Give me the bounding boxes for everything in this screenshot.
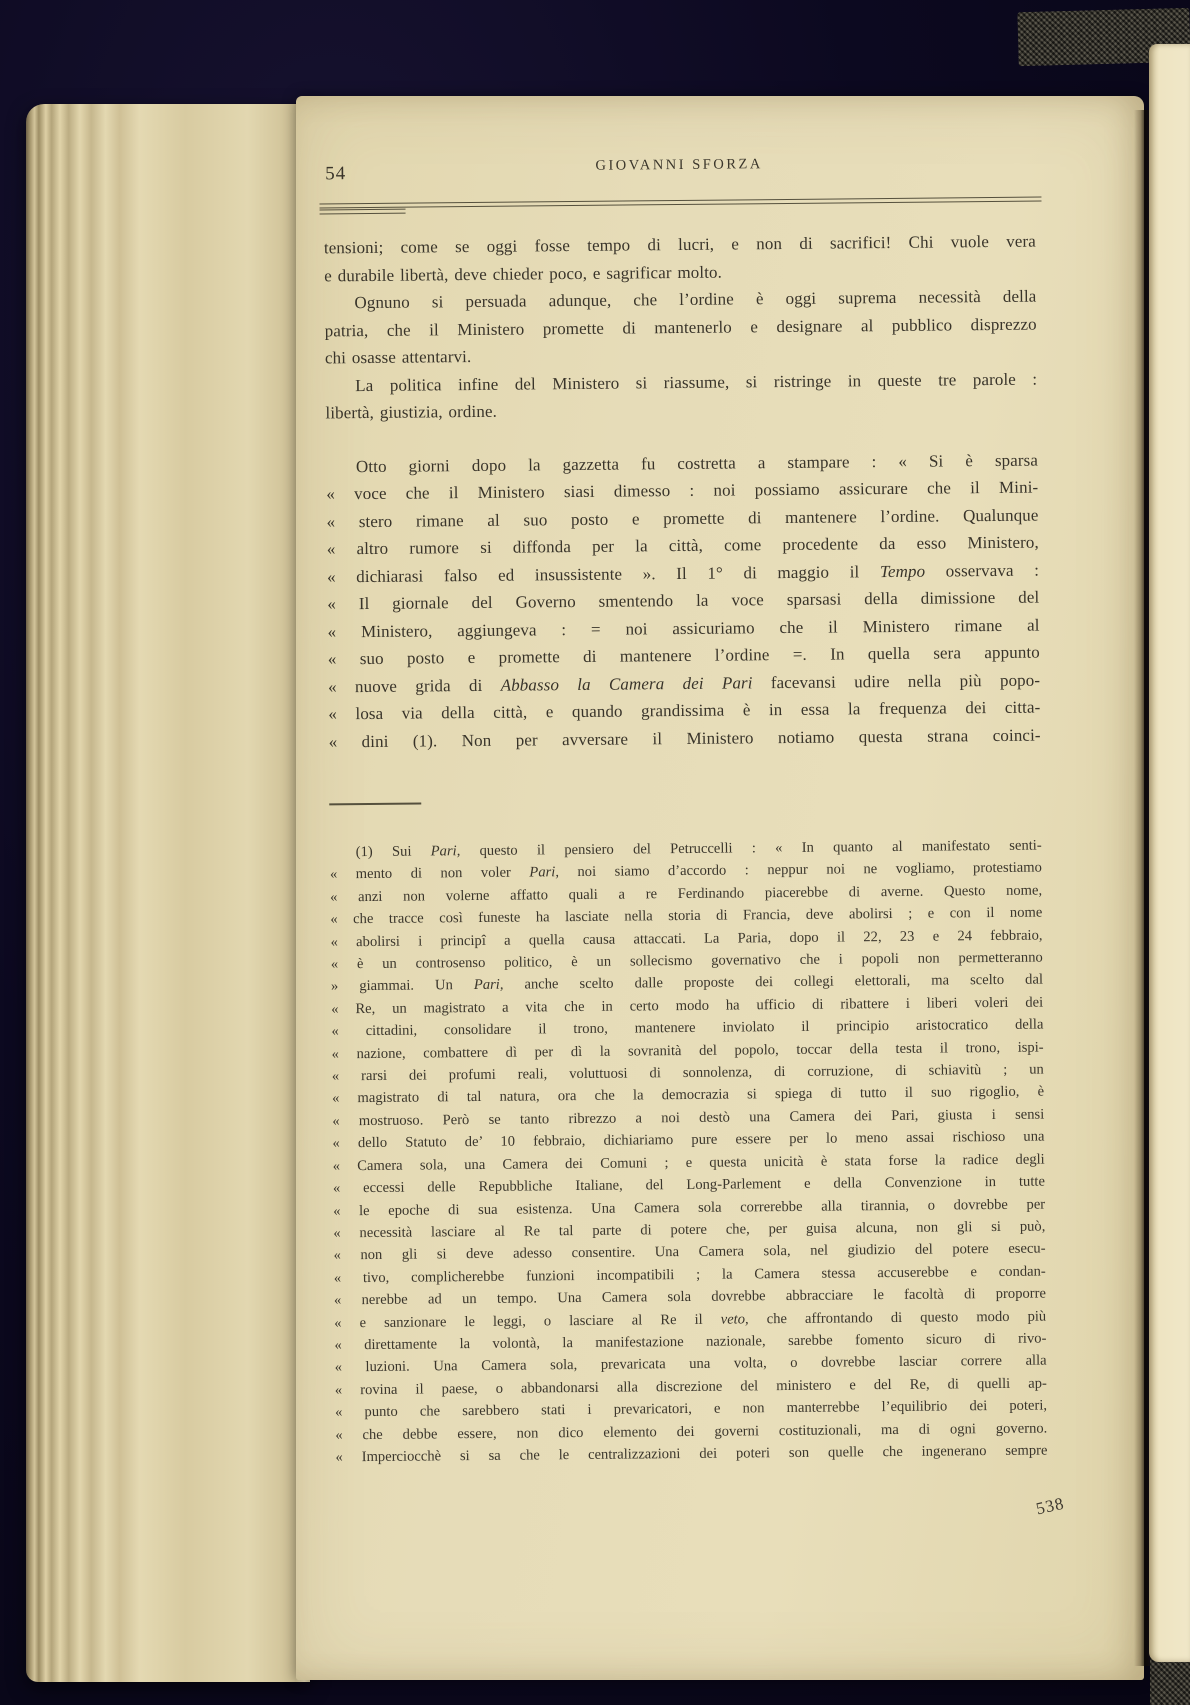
footnote-line: « le epoche di sua esistenza. Una Camera sola correrebbe alla tirannia, o dovrebbe per [333,1196,1046,1219]
text-line: « Il giornale del Governo smentendo la voce sparsasi della dimissione del [327,587,1040,614]
header-rule-stub [320,209,406,215]
text-line: « dichiarasi falso ed insussistente ». Il 1° di maggio il Tempo osservava : [326,560,1040,586]
footnote-line: « dello Statuto de’ 10 febbraio, dichiariamo pure essere per lo meno assai rischioso una [332,1128,1045,1152]
paragraph [324,228,1036,290]
text-line: « losa via della città, e quando grandissima è in essa la frequenza dei citta- [328,697,1041,724]
paragraph [326,446,1041,755]
footnote-line: « mento di non voler Pari, noi siamo d’accordo : neppur noi ne vogliamo, protestiamo [329,859,1042,883]
footnote-line: « nerebbe ad un tempo. Una Camera sola dovrebbe abbracciare le facoltà di proporre [333,1285,1047,1309]
page-content [323,149,1066,1546]
page-number: 54 [325,163,347,185]
text-line: Ognuno si persuada adunque, che l’ordine è oggi suprema necessità della [354,286,1037,313]
page-header [323,149,1035,204]
text-line: Otto giorni dopo la gazzetta fu costretta a stampare : « Si è sparsa [355,450,1039,476]
text-line: « dini (1). Non per avversare il Ministero notiamo questa strana coinci- [328,725,1041,751]
text-line: « nuove grida di Abbasso la Camera dei Pari facevansi udire nella più popo- [328,670,1041,696]
footnote-line: « Imperciocchè si sa che le centralizzazioni dei poteri son quelle che ingenerano sempre [335,1442,1048,1466]
text-line: tensioni; come se oggi fosse tempo di lucri, e non di sacrifici! Chi vuole vera [323,231,1036,258]
footnote-line: « punto che sarebbero stati i prevaricatori, e non manterrebbe l’equilibrio dei poteri, [335,1397,1048,1421]
footnote-line: « anzi non volerne affatto quali a re Ferdinando piacerebbe di averne. Questo nome, [330,882,1043,906]
book-page [296,96,1144,1680]
footnote-line: « direttamente la volontà, la manifestazione nazionale, sarebbe fomento sicuro di rivo- [334,1330,1047,1354]
paragraph [324,283,1037,372]
footnote-line: « nazione, combattere dì per dì la sovranità del popolo, toccar della testa il trono, ispi- [331,1039,1044,1063]
signature-mark: 538 [1033,1493,1066,1519]
footnote-line: « Re, un magistrato a vita che in certo modo ha ufficio di ribattere i liberi voleri dei [331,994,1044,1018]
footnote-line: « necessità lasciare al Re tal parte di potere che, per guisa alcuna, non gli si può, [333,1218,1046,1242]
footnote-line: « che debbe essere, non dico elemento dei governi costituzionali, ma di ogni governo. [335,1420,1048,1443]
page-gutter-shadow [1134,110,1150,1666]
text-line: « altro rumore si diffonda per la città, come procedente da esso Ministero, [326,532,1039,559]
footnote [330,835,1048,1469]
text-line: libertà, giustizia, ordine. [325,401,497,423]
text-line: chi osasse attentarvi. [324,347,472,368]
footnote-line: « mostruoso. Però se tanto ribrezzo a noi destò una Camera dei Pari, giusta i sensi [332,1106,1045,1130]
footnote-line: « rarsi dei profumi reali, voluttuosi di sonnolenza, di corruzione, di schiavitù ; un [331,1061,1044,1085]
text-line: e durabile libertà, deve chieder poco, e sagrificar molto. [324,262,723,285]
text-line: « suo posto e promette di mantenere l’ordine =. In quella sera appunto [327,642,1040,669]
footnote-line: « e sanzionare le leggi, o lasciare al Re il veto, che affrontando di questo modo più [334,1308,1047,1331]
footnote-line: « non gli si deve adesso consentire. Una Camera sola, nel giudizio del potere esecu- [333,1240,1046,1264]
paragraph [325,365,1037,427]
footnote-line: « tivo, complicherebbe funzioni incompatibili ; la Camera stessa accuserebbe e condan- [333,1263,1046,1287]
footnote-line: (1) Sui Pari, questo il pensiero del Petruccelli : « In quanto al manifestato senti- [355,837,1042,861]
running-title: GIOVANNI SFORZA [595,156,763,174]
text-line: « voce che il Ministero siasi dimesso : noi possiamo assicurare che il Mini- [326,477,1039,504]
text-line: « Ministero, aggiungeva : = noi assicuriamo che il Ministero rimane al [327,615,1040,641]
footnote-line: « che tracce così funeste ha lasciate nella storia di Francia, deve abolirsi ; e con il nome [330,904,1043,928]
body-text [324,228,1041,756]
text-line: La politica infine del Ministero si riassume, si ristringe in queste tre parole : [355,369,1038,395]
footnote-line: « abolirsi i principî a quella causa attaccati. La Paria, dopo il 22, 23 e 24 febbraio, [330,927,1043,951]
footnote-separator [329,803,421,806]
text-line: patria, che il Ministero promette di mantenerlo e designare al pubblico disprezzo [324,314,1037,340]
footnote-line: « rovina il paese, o abbandonarsi alla discrezione del ministero e del Re, di quelli ap- [334,1375,1047,1399]
footnote-line: « cittadini, consolidare il trono, mantenere inviolato il principio aristocratico della [331,1016,1044,1040]
footnote-line: » giammai. Un Pari, anche scelto dalle proposte dei collegi elettorali, ma scelto dal [330,971,1044,995]
page-stack-edges [26,104,310,1682]
footnote-line: « magistrato di tal natura, ora che la democrazia si spiega di tutto il suo rigoglio, è [331,1084,1045,1107]
footnote-line: « luzioni. Una Camera sola, prevaricata una volta, o dovrebbe lasciar correre alla [334,1352,1047,1376]
next-page-edge [1149,44,1190,1662]
text-line: « stero rimane al suo posto e promette di mantenere l’ordine. Qualunque [326,505,1039,531]
footnote-line: « è un controsenso politico, è un sollecismo governativo che i popoli non permetteranno [330,949,1043,973]
footnote-line: « eccessi delle Repubbliche Italiane, del Long-Parlement e della Convenzione in tutte [332,1173,1045,1197]
footnote-line: « Camera sola, una Camera dei Comuni ; e questa unicità è stata forse la radice degli [332,1151,1045,1175]
